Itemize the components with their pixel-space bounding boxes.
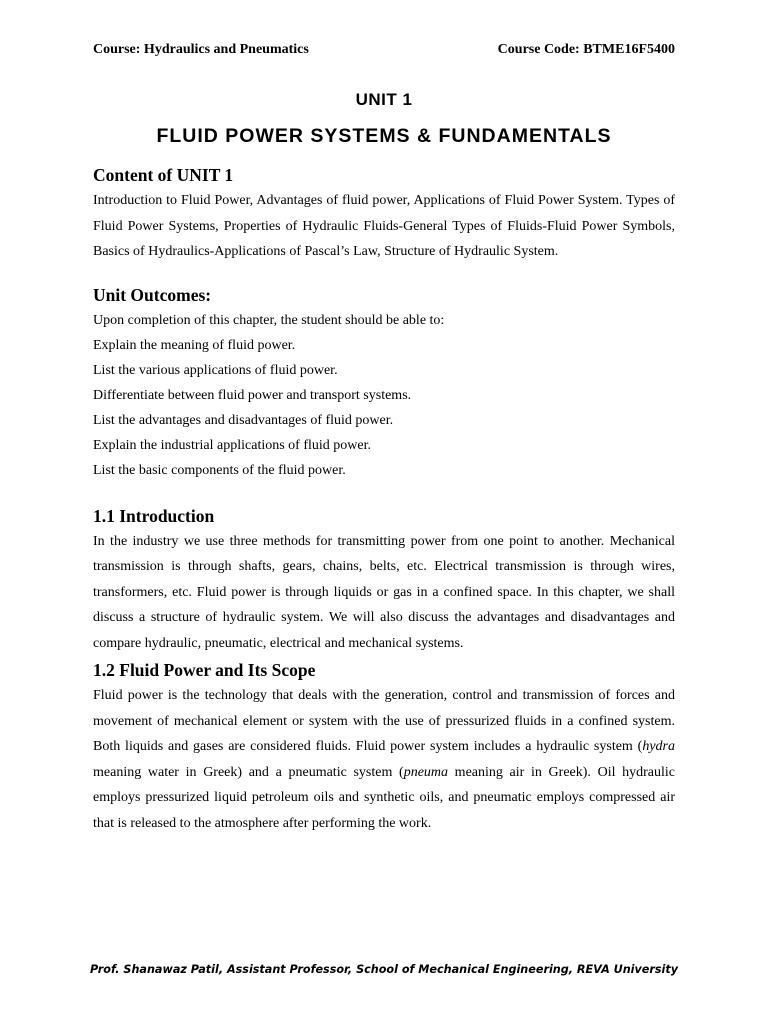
- scope-text-part: meaning air in Greek). Oil hydraulic employs pressurized liquid petroleum oils and synthetic oils, and pneumatic employs compressed air that is released to the atmosphere after performing the work.: [93, 764, 676, 831]
- scope-text-part: Fluid power is the technology that deals with the generation, control and transmission of forces and movement of mechanical element or system with the use of pressurized fluids in a confined system. Both liquids and gases are considered fluids. Fluid power system includes a hydraulic system (: [93, 688, 675, 754]
- outcome-line: List the basic components of the fluid power.: [93, 462, 346, 478]
- introduction-text: In the industry we use three methods for transmitting power from one point to another. Mechanical transmission is through shafts, gears, chains, belts, etc. Electrical transmission is through wires, transformers, etc. Fluid power is through liquids or gas in a confined space. In this chapter, we shall discuss a structure of hydraulic system. We will also discuss the advantages and disadvantages and compare hydraulic, pneumatic, electrical and mechanical systems.: [93, 533, 675, 651]
- scope-text: [93, 683, 675, 836]
- outcomes-section: [93, 282, 675, 483]
- outcome-line: Explain the meaning of fluid power.: [93, 337, 296, 353]
- outcomes-list: [93, 308, 675, 483]
- content-section: [93, 162, 675, 265]
- scope-text-part: meaning water in Greek) and a pneumatic system (: [93, 764, 404, 780]
- scope-section: [93, 657, 675, 836]
- outcome-line: Explain the industrial applications of fluid power.: [93, 437, 371, 453]
- course-code: Course Code: BTME16F5400: [497, 42, 675, 57]
- course-name: Course: Hydraulics and Pneumatics: [93, 42, 309, 57]
- outcome-line: Upon completion of this chapter, the student should be able to:: [93, 312, 445, 328]
- pneuma-term: pneuma: [403, 764, 449, 780]
- page-title: FLUID POWER SYSTEMS & FUNDAMENTALS: [156, 125, 612, 147]
- content-text: Introduction to Fluid Power, Advantages of fluid power, Applications of Fluid Power System. Types of Fluid Power Systems, Properties of Hydraulic Fluids-General Types of Fluids-Fluid Power Symbols, Basics of Hydraulics-Applications of Pascal’s Law, Structure of Hydraulic System.: [93, 193, 675, 259]
- unit-label: UNIT 1: [355, 90, 413, 109]
- content-heading: Content of UNIT 1: [93, 165, 234, 185]
- introduction-section: [93, 503, 675, 657]
- outcome-line: List the advantages and disadvantages of fluid power.: [93, 412, 394, 428]
- outcomes-heading: Unit Outcomes:: [93, 284, 212, 305]
- scope-heading: 1.2 Fluid Power and Its Scope: [93, 660, 316, 680]
- hydra-term: hydra: [642, 739, 675, 754]
- outcome-line: Differentiate between fluid power and transport systems.: [93, 387, 412, 403]
- introduction-heading: 1.1 Introduction: [93, 505, 215, 526]
- outcome-line: List the various applications of fluid power.: [93, 362, 338, 378]
- page-footer: Prof. Shanawaz Patil, Assistant Professor, School of Mechanical Engineering, REVA University: [89, 963, 679, 976]
- document-body: [93, 160, 675, 836]
